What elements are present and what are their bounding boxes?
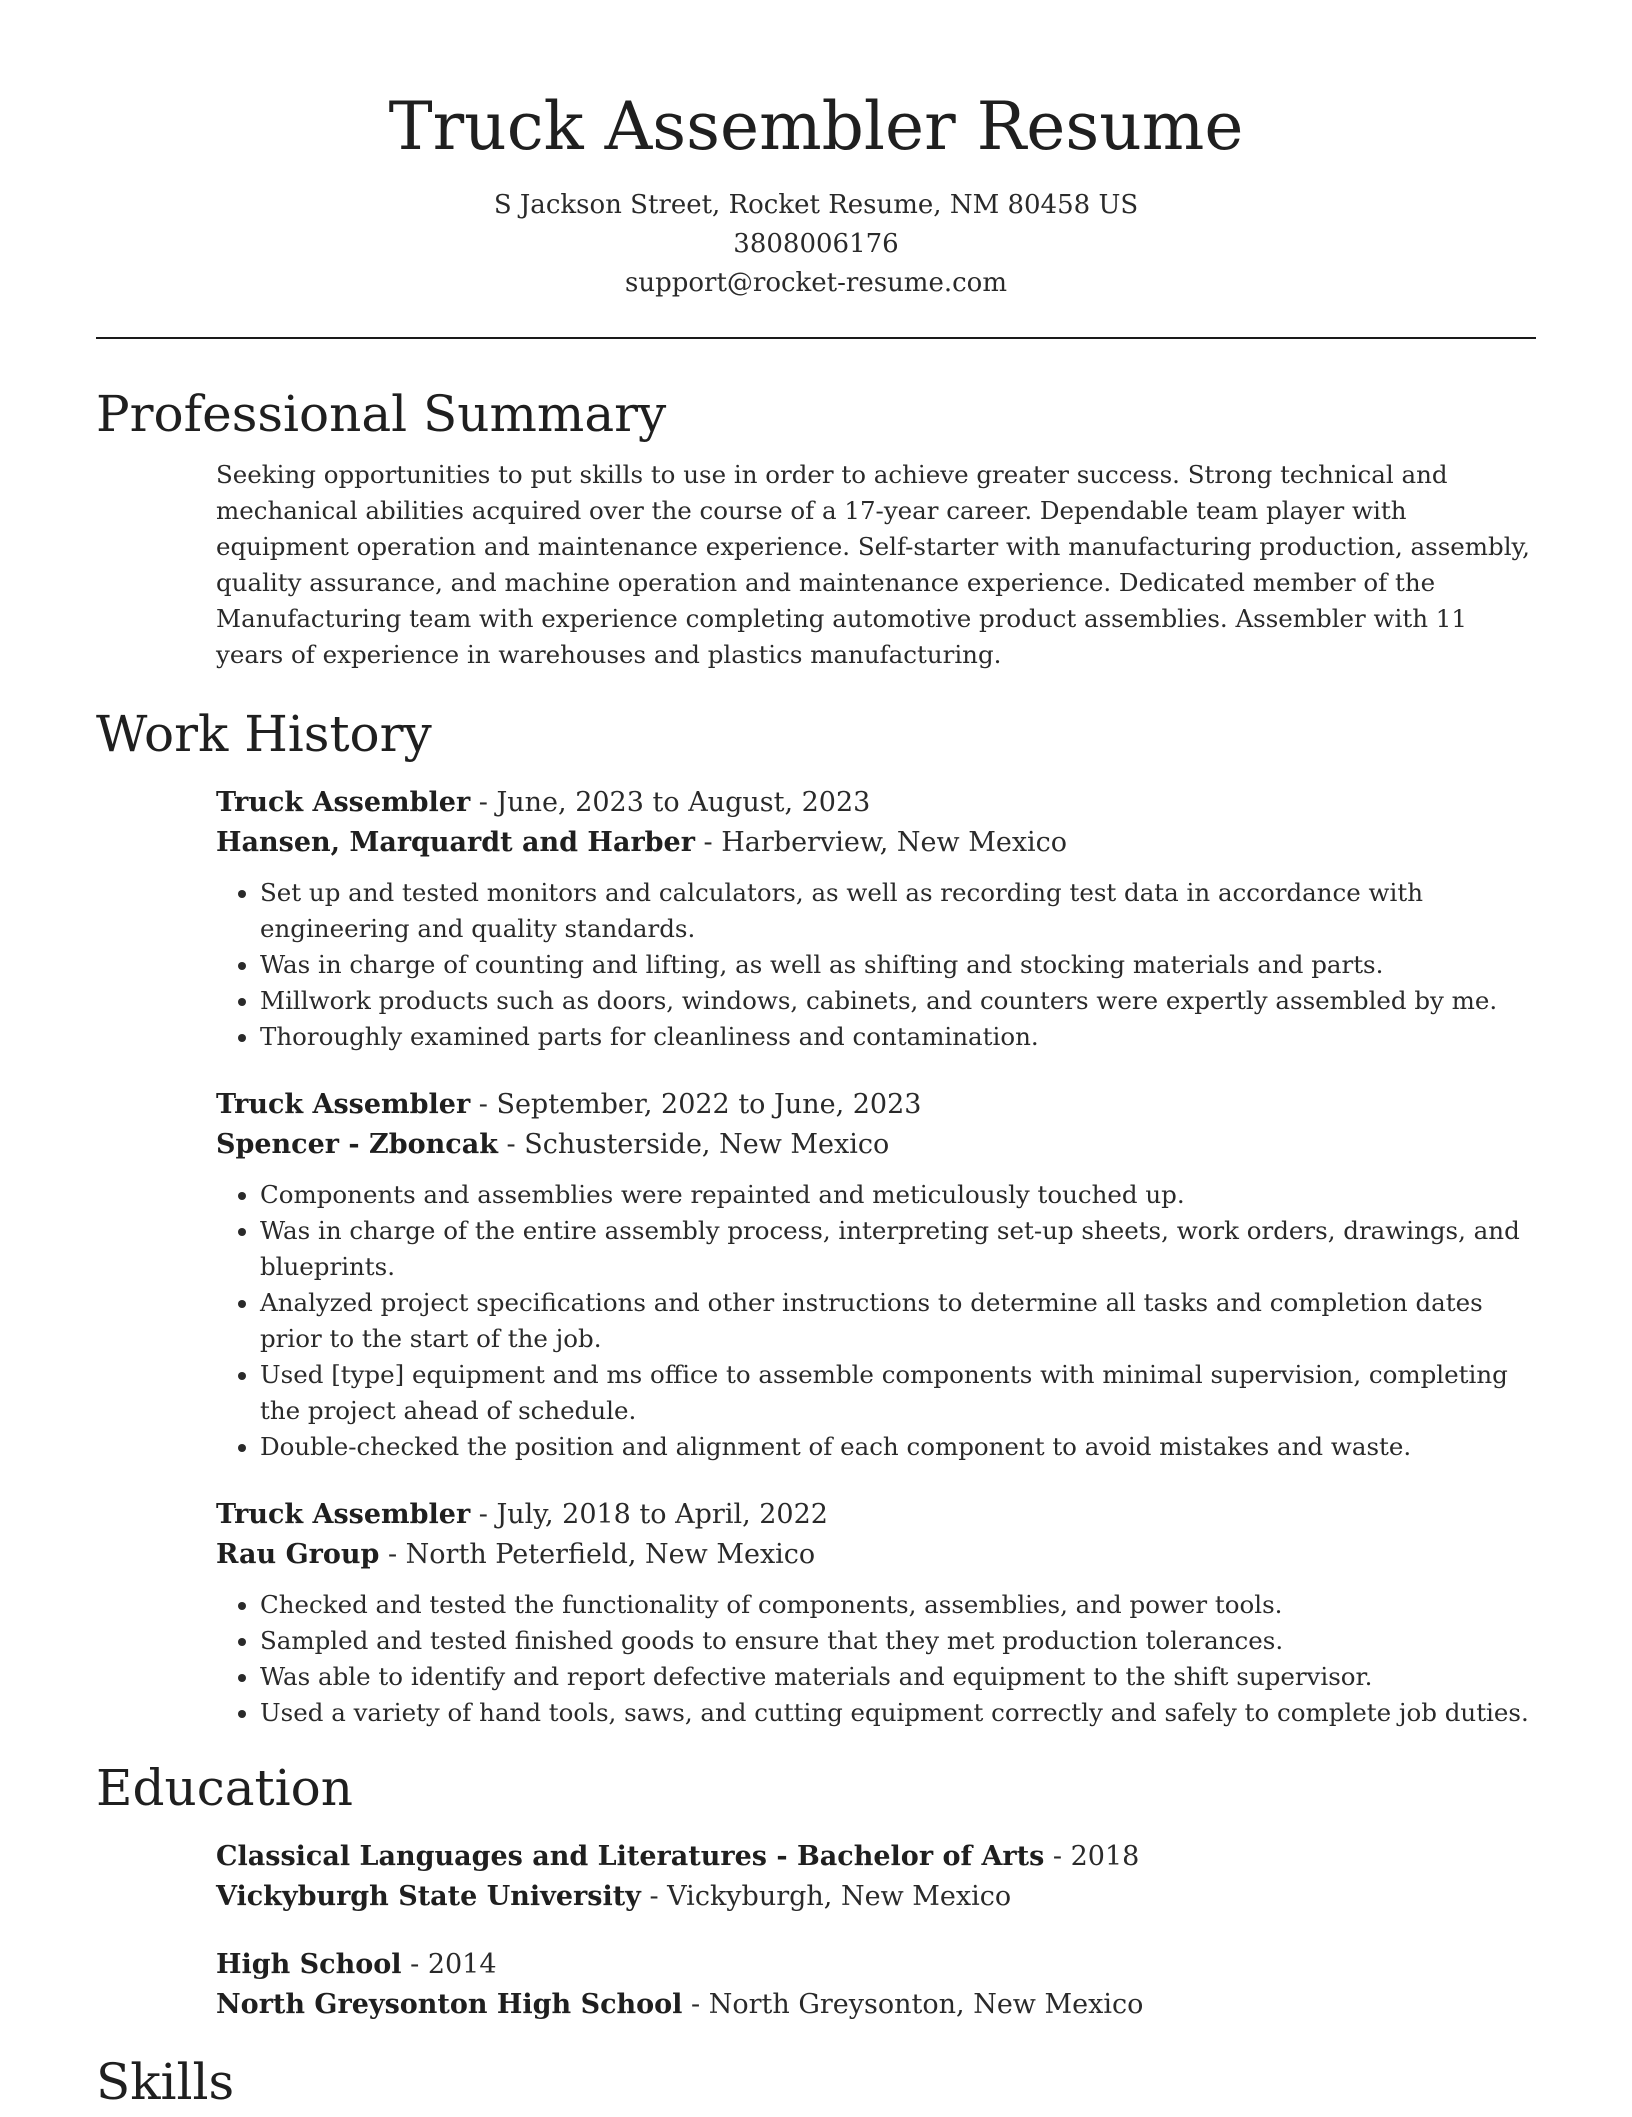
education-school: North Greysonton High School <box>216 1989 683 2020</box>
duty-item: • Checked and tested the functionality of components, assemblies, and power tools. <box>260 1587 1536 1623</box>
email: support@rocket-resume.com <box>624 268 1007 298</box>
summary-section <box>96 379 1536 673</box>
education-year: - 2014 <box>401 1949 497 1980</box>
education-year: - 2018 <box>1044 1841 1140 1872</box>
job-company-line <box>216 823 1536 863</box>
job-entry <box>216 1085 1536 1465</box>
education-degree-line <box>216 1837 1536 1877</box>
duty-item: • Was in charge of counting and lifting, as well as shifting and stocking materials and parts. <box>260 947 1536 983</box>
duty-item: • Double-checked the position and alignment of each component to avoid mistakes and waste. <box>260 1429 1536 1465</box>
work-history-body <box>96 783 1536 1731</box>
skills-heading: Skills <box>96 2053 235 2111</box>
education-degree: High School <box>216 1949 402 1980</box>
job-dates: - July, 2018 to April, 2022 <box>470 1499 828 1530</box>
header-divider <box>96 337 1536 339</box>
job-company: Spencer - Zboncak <box>216 1129 498 1160</box>
education-body <box>96 1837 1536 2025</box>
summary-heading: Professional Summary <box>96 385 667 443</box>
duty-item: • Used [type] equipment and ms office to assemble components with minimal supervision, completing the project ahead of schedule. <box>260 1357 1536 1429</box>
job-company: Rau Group <box>216 1539 380 1570</box>
job-role: Truck Assembler <box>216 1499 471 1530</box>
duty-item: • Was in charge of the entire assembly process, interpreting set-up sheets, work orders, drawings, and blueprints. <box>260 1213 1536 1285</box>
duty-item: • Set up and tested monitors and calculators, as well as recording test data in accordance with engineering and quality standards. <box>260 875 1536 947</box>
job-role: Truck Assembler <box>216 787 471 818</box>
job-role: Truck Assembler <box>216 1089 471 1120</box>
education-location: - North Greysonton, New Mexico <box>682 1989 1144 2020</box>
job-duties <box>216 875 1536 1055</box>
duty-item: • Components and assemblies were repainted and meticulously touched up. <box>260 1177 1536 1213</box>
job-title-line <box>216 1495 1536 1535</box>
duty-item: • Was able to identify and report defective materials and equipment to the shift supervisor. <box>260 1659 1536 1695</box>
job-duties <box>216 1587 1536 1731</box>
job-entry <box>216 783 1536 1055</box>
education-school: Vickyburgh State University <box>216 1881 641 1912</box>
job-company-line <box>216 1535 1536 1575</box>
job-duties <box>216 1177 1536 1465</box>
job-dates: - September, 2022 to June, 2023 <box>470 1089 922 1120</box>
job-company-line <box>216 1125 1536 1165</box>
work-history-heading: Work History <box>96 705 432 763</box>
resume-header <box>96 0 1536 303</box>
education-heading: Education <box>96 1759 353 1817</box>
skills-section <box>96 2047 1536 2117</box>
education-school-line <box>216 1985 1536 2025</box>
work-history-section <box>96 699 1536 1731</box>
education-section <box>96 1753 1536 2025</box>
job-location: - Harberview, New Mexico <box>694 827 1068 858</box>
contact-info <box>96 186 1536 303</box>
education-location: - Vickyburgh, New Mexico <box>640 1881 1012 1912</box>
job-location: - Schusterside, New Mexico <box>497 1129 890 1160</box>
job-title-line <box>216 1085 1536 1125</box>
education-degree: Classical Languages and Literatures - Bachelor of Arts <box>216 1841 1045 1872</box>
duty-item: • Sampled and tested finished goods to ensure that they met production tolerances. <box>260 1623 1536 1659</box>
duty-item: • Thoroughly examined parts for cleanliness and contamination. <box>260 1019 1536 1055</box>
summary-text: Seeking opportunities to put skills to use in order to achieve greater success. Strong technical and mechanical abilities acquired over the course of a 17-year career. Dependable team player with equipment operation and maintenance experience. Self-starter with manufacturing production, assembly, quality assurance, and machine operation and maintenance experience. Dedicated member of the Manufacturing team with experience completing automotive product assemblies. Assembler with 11 years of experience in warehouses and plastics manufacturing. <box>216 460 1530 669</box>
address: S Jackson Street, Rocket Resume, NM 80458 US <box>493 190 1139 220</box>
education-school-line <box>216 1877 1536 1917</box>
education-degree-line <box>216 1945 1536 1985</box>
job-company: Hansen, Marquardt and Harber <box>216 827 695 858</box>
education-entry <box>216 1945 1536 2025</box>
education-entry <box>216 1837 1536 1917</box>
job-entry <box>216 1495 1536 1731</box>
job-location: - North Peterfield, New Mexico <box>379 1539 816 1570</box>
duty-item: • Analyzed project specifications and other instructions to determine all tasks and completion dates prior to the start of the job. <box>260 1285 1536 1357</box>
summary-body <box>96 457 1536 673</box>
job-dates: - June, 2023 to August, 2023 <box>470 787 871 818</box>
duty-item: • Used a variety of hand tools, saws, and cutting equipment correctly and safely to complete job duties. <box>260 1695 1536 1731</box>
resume-title: Truck Assembler Resume <box>388 88 1244 165</box>
job-title-line <box>216 783 1536 823</box>
duty-item: • Millwork products such as doors, windows, cabinets, and counters were expertly assembled by me. <box>260 983 1536 1019</box>
phone: 3808006176 <box>733 229 899 259</box>
